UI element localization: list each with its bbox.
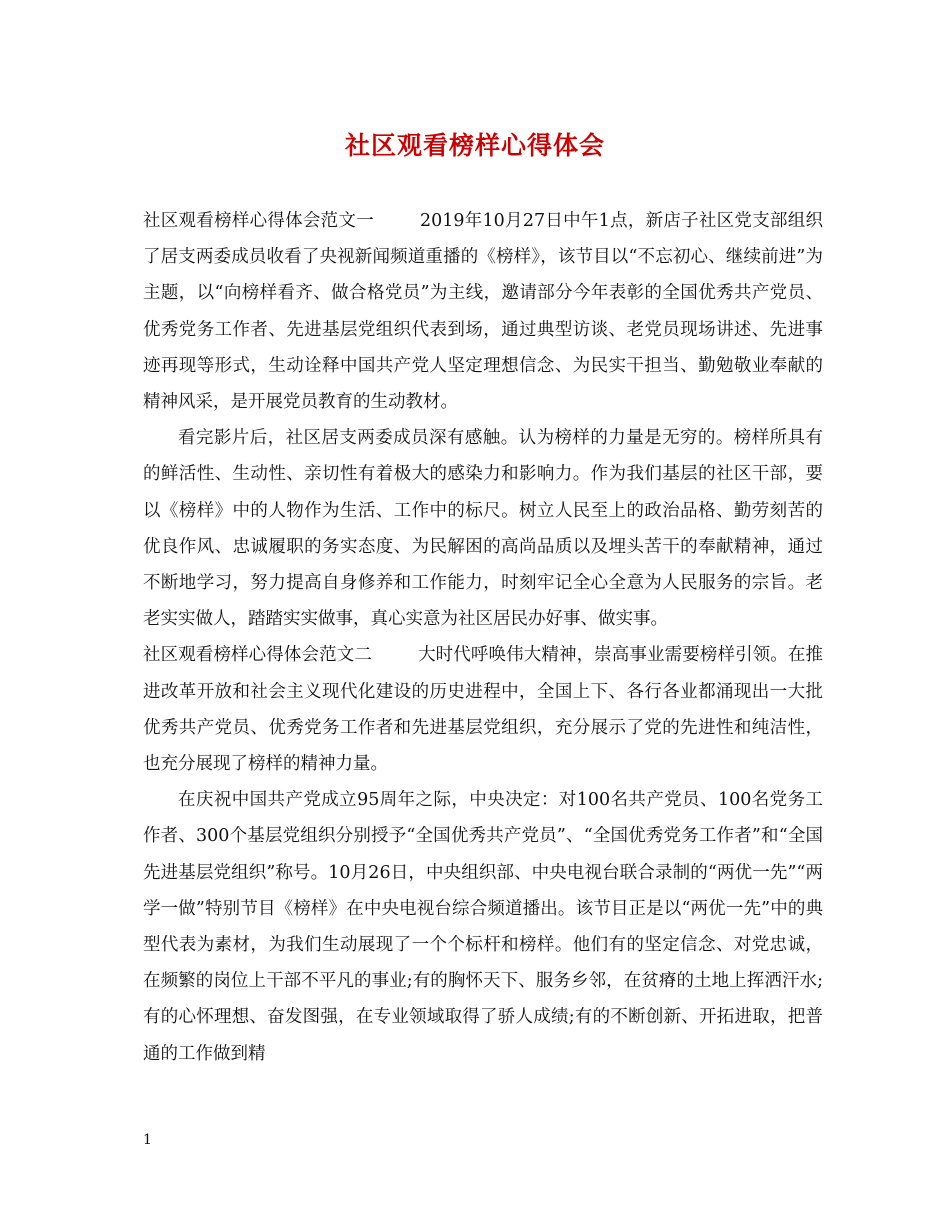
section-2-text-1: 大时代呼唤伟大精神，崇高事业需要榜样引领。在推进改革开放和社会主义现代化建设的历史进程中，全国上下、各行各业都涌现出一大批优秀共产党员、优秀党务工作者和先进基层党组织，充分展示了党的先进性和纯洁性，也充分展现了榜样的精神力量。 (143, 645, 824, 775)
document-body (143, 203, 823, 1072)
section-2-paragraph-1 (143, 637, 823, 782)
document-title: 社区观看榜样心得体会 (344, 131, 605, 160)
page-number: 1 (143, 1132, 152, 1148)
section-2-paragraph-2: 在庆祝中国共产党成立95周年之际，中央决定：对100名共产党员、100名党务工作者、300个基层党组织分别授予“全国优秀共产党员”、“全国优秀党务工作者”和“全国先进基层党组织”称号。10月26日，中央组织部、中央电视台联合录制的“两优一先”“两学一做”特别节目《榜样》在中央电视台综合频道播出。该节目正是以“两优一先”中的典型代表为素材，为我们生动展现了一个个标杆和榜样。他们有的坚定信念、对党忠诚，在频繁的岗位上干部不平凡的事业;有的胸怀天下、服务乡邻，在贫瘠的土地上挥洒汗水;有的心怀理想、奋发图强，在专业领域取得了骄人成绩;有的不断创新、开拓进取，把普通的工作做到精 (143, 790, 823, 1064)
section-1-paragraph-1 (143, 203, 823, 420)
section-1-paragraph-2: 看完影片后，社区居支两委成员深有感触。认为榜样的力量是无穷的。榜样所具有的鲜活性、生动性、亲切性有着极大的感染力和影响力。作为我们基层的社区干部，要以《榜样》中的人物作为生活、工作中的标尺。树立人民至上的政治品格、勤劳刻苦的优良作风、忠诚履职的务实态度、为民解困的高尚品质以及埋头苦干的奉献精神，通过不断地学习，努力提高自身修养和工作能力，时刻牢记全心全意为人民服务的宗旨。老老实实做人，踏踏实实做事，真心实意为社区居民办好事、做实事。 (143, 428, 823, 630)
section-1-text-1: 2019年10月27日中午1点，新店子社区党支部组织了居支两委成员收看了央视新闻频道重播的《榜样》，该节目以“不忘初心、继续前进”为主题，以“向榜样看齐、做合格党员”为主线，邀请部分今年表彰的全国优秀共产党员、优秀党务工作者、先进基层党组织代表到场，通过典型访谈、老党员现场讲述、先进事迹再现等形式，生动诠释中国共产党人坚定理想信念、为民实干担当、勤勉敬业奉献的精神风采，是开展党员教育的生动教材。 (143, 211, 823, 413)
section-1-heading: 社区观看榜样心得体会范文一 (143, 211, 374, 231)
section-2-heading: 社区观看榜样心得体会范文二 (143, 645, 372, 666)
